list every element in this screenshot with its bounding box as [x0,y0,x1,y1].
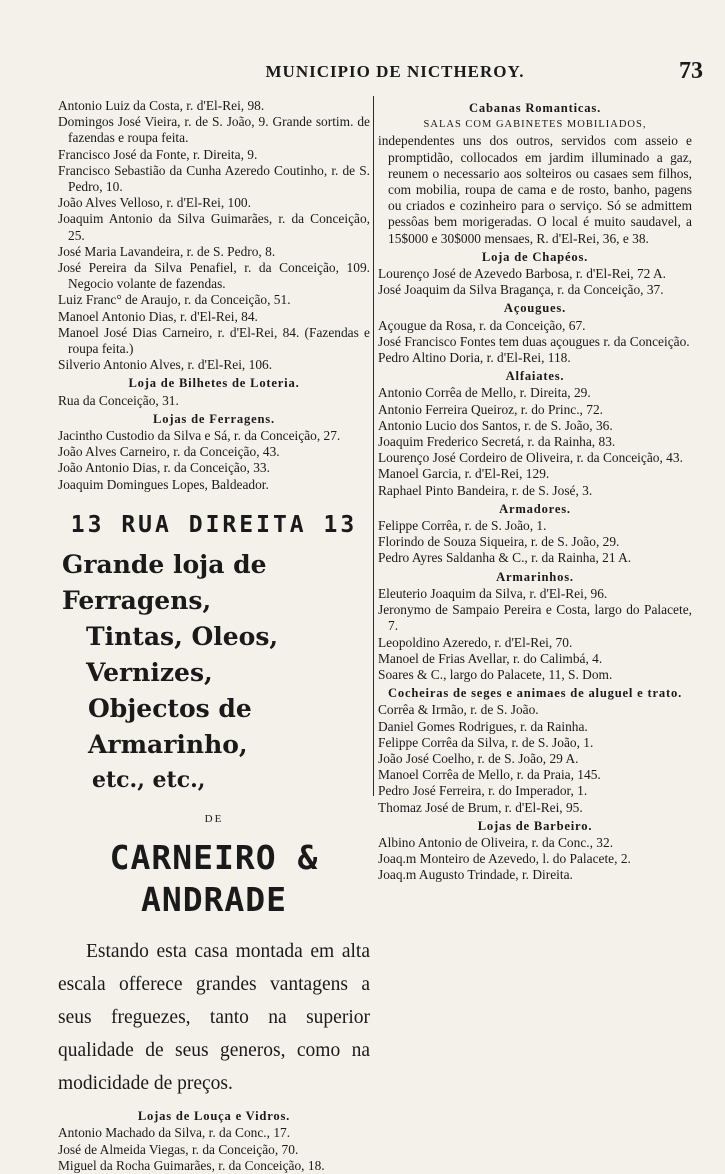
cabanas-description: independentes uns dos outros, servidos com asseio e promptidão, collocados em jardim illuminado a gaz, reunem o necessario aos solteiros ou casaes sem filhos, com mobilia, roupa de cama e de rosto, banho, pagens ou criados e cozinheiro para o serviço. Só se admittem pessôas bem morigeradas. O local é muito saudavel, a 15$000 e 30$000 mensaes, R. d'El-Rei, 36, e 38. [378,133,692,246]
list-item: Felippe Corrêa, r. de S. João, 1. [378,518,547,534]
ad-de: DE [204,813,224,826]
section-heading-alfaiates: Alfaiates. [505,369,565,384]
list-item: Florindo de Souza Siqueira, r. de S. João, 29. [378,534,620,550]
intro-list [58,98,370,373]
section-heading-barbeiro: Lojas de Barbeiro. [477,818,593,833]
list-item: Silverio Antonio Alves, r. d'El-Rei, 106. [58,357,273,373]
list-item: Jacintho Custodio da Silva e Sá, r. da Conceição, 27. [58,428,341,444]
left-column [58,98,370,1174]
list-item: José Maria Lavandeira, r. de S. Pedro, 8. [58,243,276,259]
ad-body-paragraph: Estando esta casa montada em alta escala offerece grandes vantagens a seus freguezes, tanto na superior qualidade de seus generos, como na modicidade de preços. [58,941,370,1095]
ad-line-4: etc., etc., [92,767,206,794]
section-heading-cabanas: Cabanas Romanticas. [468,101,602,115]
list-item: Eleuterio Joaquim da Silva, r. d'El-Rei, 96. [378,585,608,601]
list-item: Francisco Sebastião da Cunha Azeredo Coutinho, r. de S. Pedro, 10. [58,162,370,195]
list-item: Manoel José Dias Carneiro, r. d'El-Rei, 84. (Fazendas e roupa feita.) [58,324,370,357]
list-item: Leopoldino Azeredo, r. d'El-Rei, 70. [378,634,573,650]
list-item: Albino Antonio de Oliveira, r. da Conc., 32. [378,834,614,850]
advertisement [58,511,370,1100]
list-item: José Joaquim da Silva Bragança, r. da Conceição, 37. [378,282,664,298]
page-title: MUNICIPIO DE NICTHEROY. [265,62,525,81]
list-item: Jeronymo de Sampaio Pereira e Costa, largo do Palacete, 7. [378,602,692,634]
list-item: Pedro Altino Doria, r. d'El-Rei, 118. [378,350,571,366]
section-heading-armadores: Armadores. [499,501,571,516]
list-item: Raphael Pinto Bandeira, r. de S. José, 3. [378,482,593,498]
section-heading-louca: Lojas de Louça e Vidros. [137,1109,291,1124]
column-divider [373,96,374,796]
section-heading-cocheiras: Cocheiras de seges e animaes de aluguel e trato. [387,686,683,701]
list-item: Joaq.m Monteiro de Azevedo, l. do Palacete, 2. [378,851,631,867]
list-item: José Francisco Fontes tem duas açougues r. da Conceição. [378,333,690,349]
section-heading-bilhetes: Loja de Bilhetes de Loteria. [128,376,300,391]
list-item: Manoel de Frias Avellar, r. do Calimbá, 4. [378,650,603,666]
list-item: Antonio Corrêa de Mello, r. Direita, 29. [378,385,591,401]
list-item: Joaquim Antonio da Silva Guimarães, r. da Conceição, 25. [58,211,370,243]
list-item: Manoel Garcia, r. d'El-Rei, 129. [378,466,550,482]
list-item: Domingos José Vieira, r. de S. João, 9. Grande sortim. de fazendas e roupa feita. [58,114,370,146]
list-item: Lourenço José Cordeiro de Oliveira, r. da Conceição, 43. [378,450,683,466]
list-item: Felippe Corrêa da Silva, r. de S. João, 1. [378,734,594,750]
list-item: Rua da Conceição, 31. [58,392,179,408]
list-item: Miguel da Rocha Guimarães, r. da Conceição, 18. [58,1157,325,1173]
list-item: Joaquim Domingues Lopes, Baldeador. [58,476,269,492]
list-item: João Antonio Dias, r. da Conceição, 33. [58,460,270,476]
list-item: Antonio Machado da Silva, r. da Conc., 17. [58,1125,291,1141]
section-heading-acougues: Açougues. [503,301,567,316]
section-heading-armarinhos: Armarinhos. [496,569,574,584]
page-header [0,58,725,88]
ad-firm-name: CARNEIRO & ANDRADE [109,838,319,920]
list-item: Antonio Ferreira Queiroz, r. do Princ., 72. [378,401,603,417]
list-item: Lourenço José de Azevedo Barbosa, r. d'El-Rei, 72 A. [378,266,667,282]
list-item: João José Coelho, r. de S. João, 29 A. [378,750,579,766]
list-item: Corrêa & Irmão, r. de S. João. [378,702,539,718]
list-item: Manoel Antonio Dias, r. d'El-Rei, 84. [58,308,258,324]
ad-address: 13 RUA DIREITA 13 [70,511,358,538]
page-number: 73 [679,58,703,84]
list-item: Joaquim Frederico Secretá, r. da Rainha, 83. [378,434,616,450]
right-column [378,98,692,884]
list-item: Pedro Ayres Saldanha & C., r. da Rainha, 21 A. [378,550,632,566]
list-item: João Alves Carneiro, r. da Conceição, 43. [58,444,280,460]
list-item: Manoel Corrêa de Mello, r. da Praia, 145. [378,767,601,783]
list-item: José Pereira da Silva Penafiel, r. da Conceição, 109. Negocio volante de fazendas. [58,260,370,292]
list-item: Antonio Luiz da Costa, r. d'El-Rei, 98. [58,98,265,113]
section-heading-ferragens: Lojas de Ferragens. [153,411,275,426]
list-item: José de Almeida Viegas, r. da Conceição, 70. [58,1141,299,1157]
section-subheading-cabanas: SALAS COM GABINETES MOBILIADOS, [423,119,647,131]
list-item: Thomaz José de Brum, r. d'El-Rei, 95. [378,799,583,815]
ad-line-2: Tintas, Oleos, Vernizes, [86,622,279,688]
list-item: Açougue da Rosa, r. da Conceição, 67. [378,317,586,333]
list-item: Francisco José da Fonte, r. Direita, 9. [58,146,258,162]
ad-line-3: Objectos de Armarinho, [88,694,252,760]
list-item: Joaq.m Augusto Trindade, r. Direita. [378,867,573,883]
section-heading-chapeos: Loja de Chapéos. [481,249,589,264]
list-item: João Alves Velloso, r. d'El-Rei, 100. [58,195,251,211]
list-item: Antonio Lucio dos Santos, r. de S. João, 36. [378,417,613,433]
list-item: Soares & C., largo do Palacete, 11, S. Dom. [378,666,613,682]
list-item: Daniel Gomes Rodrigues, r. da Rainha. [378,718,588,734]
list-item: Pedro José Ferreira, r. do Imperador, 1. [378,783,588,799]
ad-line-1: Grande loja de Ferragens, [62,550,267,616]
list-item: Luiz Franc° de Araujo, r. da Conceição, 51. [58,292,291,308]
ad-body-text [58,935,370,1100]
